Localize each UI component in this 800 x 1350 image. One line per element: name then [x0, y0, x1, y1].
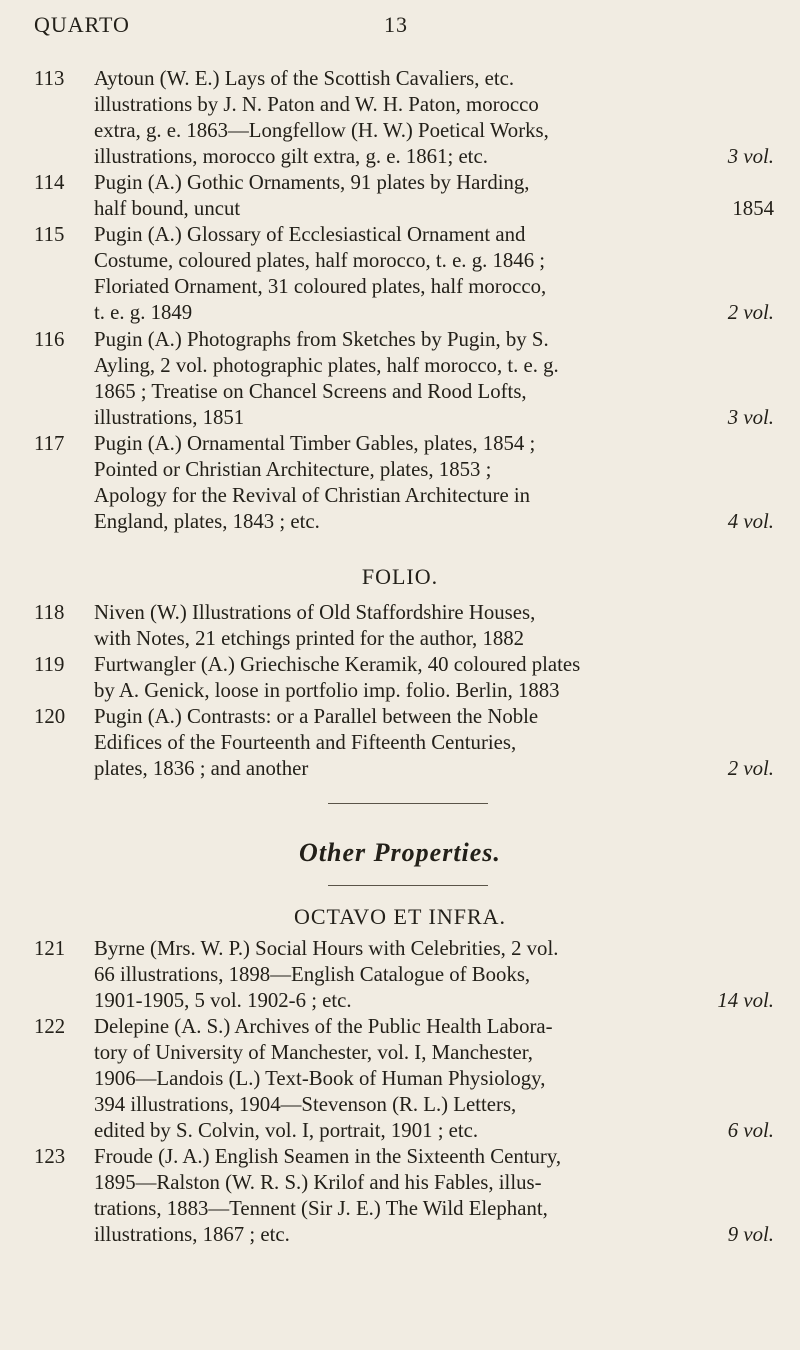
lot-number: 118: [34, 601, 65, 624]
lot-number: 119: [34, 653, 65, 676]
lot-line: Pugin (A.) Gothic Ornaments, 91 plates by Harding,: [94, 171, 530, 194]
lot-entry-118: [34, 600, 774, 652]
lot-line: Pugin (A.) Contrasts: or a Parallel between the Noble: [94, 705, 539, 728]
lot-line: Floriated Ornament, 31 coloured plates, half morocco,: [94, 275, 547, 298]
lot-line: 1906—Landois (L.) Text-Book of Human Physiology,: [94, 1067, 546, 1090]
lot-entry-121: [34, 936, 774, 1014]
lot-year: 1854: [732, 197, 774, 220]
lot-number: 123: [34, 1145, 66, 1168]
lot-line-last: [94, 405, 774, 431]
lot-line: with Notes, 21 etchings printed for the author, 1882: [94, 627, 525, 650]
lot-line: Froude (J. A.) English Seamen in the Sixteenth Century,: [94, 1145, 562, 1168]
lot-entry-113: [34, 66, 774, 170]
lot-line-text: England, plates, 1843 ; etc.: [94, 510, 320, 533]
lot-line: Pugin (A.) Glossary of Ecclesiastical Ornament and: [94, 223, 526, 246]
lot-line-last: [94, 144, 774, 170]
lot-line: Apology for the Revival of Christian Architecture in: [94, 484, 531, 507]
running-header: [34, 12, 774, 42]
folio-heading: FOLIO.: [361, 564, 439, 589]
lot-line: 66 illustrations, 1898—English Catalogue of Books,: [94, 963, 531, 986]
lot-number: 113: [34, 67, 65, 90]
lot-number: 121: [34, 937, 66, 960]
lot-line: Pugin (A.) Ornamental Timber Gables, plates, 1854 ;: [94, 432, 536, 455]
lot-number: 115: [34, 223, 65, 246]
lot-volumes: 2 vol.: [727, 757, 774, 780]
lot-line-text: edited by S. Colvin, vol. I, portrait, 1901 ; etc.: [94, 1119, 479, 1142]
lot-number: 116: [34, 328, 65, 351]
lot-volumes: 3 vol.: [727, 145, 774, 168]
lot-line-text: half bound, uncut: [94, 197, 241, 220]
lot-entry-122: [34, 1014, 774, 1144]
lot-line-last: [94, 196, 774, 222]
lot-entry-115: [34, 222, 774, 326]
lot-entry-123: [34, 1144, 774, 1248]
lot-number: 120: [34, 705, 66, 728]
section-divider: [328, 803, 488, 804]
lot-line: extra, g. e. 1863—Longfellow (H. W.) Poetical Works,: [94, 119, 549, 142]
octavo-heading: OCTAVO ET INFRA.: [293, 904, 507, 929]
lot-line-last: [94, 509, 774, 535]
lot-volumes: 3 vol.: [727, 406, 774, 429]
page-number: 13: [384, 12, 408, 37]
lot-entry-114: [34, 170, 774, 222]
lot-line: by A. Genick, loose in portfolio imp. folio. Berlin, 1883: [94, 679, 560, 702]
lot-number: 122: [34, 1015, 66, 1038]
lot-line-text: illustrations, morocco gilt extra, g. e. 1861; etc.: [94, 145, 488, 168]
lot-line-last: [94, 300, 774, 326]
lot-line: illustrations by J. N. Paton and W. H. Paton, morocco: [94, 93, 539, 116]
lot-entry-116: [34, 327, 774, 431]
lot-entry-117: [34, 431, 774, 535]
lot-volumes: 2 vol.: [727, 301, 774, 324]
lot-line: Furtwangler (A.) Griechische Keramik, 40 coloured plates: [94, 653, 581, 676]
lot-entry-120: [34, 704, 774, 782]
lot-line: Byrne (Mrs. W. P.) Social Hours with Celebrities, 2 vol.: [94, 937, 559, 960]
lot-volumes: 6 vol.: [727, 1119, 774, 1142]
lot-volumes: 14 vol.: [717, 989, 774, 1012]
lot-line: Edifices of the Fourteenth and Fifteenth Centuries,: [94, 731, 517, 754]
lot-line: Delepine (A. S.) Archives of the Public Health Labora-: [94, 1015, 553, 1038]
lot-line-last: [94, 1222, 774, 1248]
lot-line: Pugin (A.) Photographs from Sketches by Pugin, by S.: [94, 328, 549, 351]
lot-line: tory of University of Manchester, vol. I, Manchester,: [94, 1041, 533, 1064]
lot-number: 114: [34, 171, 65, 194]
lot-line: Aytoun (W. E.) Lays of the Scottish Cavaliers, etc.: [94, 67, 515, 90]
lot-line-last: [94, 1118, 774, 1144]
lot-line: Niven (W.) Illustrations of Old Staffordshire Houses,: [94, 601, 536, 624]
lot-line: 1895—Ralston (W. R. S.) Krilof and his Fables, illus-: [94, 1171, 542, 1194]
lot-line-last: [94, 756, 774, 782]
lot-line-text: illustrations, 1867 ; etc.: [94, 1223, 290, 1246]
lot-line: Costume, coloured plates, half morocco, t. e. g. 1846 ;: [94, 249, 546, 272]
lot-number: 117: [34, 432, 65, 455]
lot-entry-119: [34, 652, 774, 704]
lot-volumes: 4 vol.: [727, 510, 774, 533]
lot-line-text: plates, 1836 ; and another: [94, 757, 309, 780]
lot-line: Pointed or Christian Architecture, plates, 1853 ;: [94, 458, 492, 481]
lot-line-text: 1901-1905, 5 vol. 1902-6 ; etc.: [94, 989, 352, 1012]
lot-volumes: 9 vol.: [727, 1223, 774, 1246]
lot-line: 1865 ; Treatise on Chancel Screens and Rood Lofts,: [94, 380, 527, 403]
lot-line-text: t. e. g. 1849: [94, 301, 193, 324]
lot-line: trations, 1883—Tennent (Sir J. E.) The Wild Elephant,: [94, 1197, 548, 1220]
other-properties-heading: Other Properties.: [299, 838, 501, 867]
section-title: QUARTO: [34, 12, 130, 37]
lot-line: 394 illustrations, 1904—Stevenson (R. L.) Letters,: [94, 1093, 517, 1116]
lot-line-text: illustrations, 1851: [94, 406, 245, 429]
lot-line: Ayling, 2 vol. photographic plates, half morocco, t. e. g.: [94, 354, 559, 377]
lot-line-last: [94, 988, 774, 1014]
section-divider: [328, 885, 488, 886]
